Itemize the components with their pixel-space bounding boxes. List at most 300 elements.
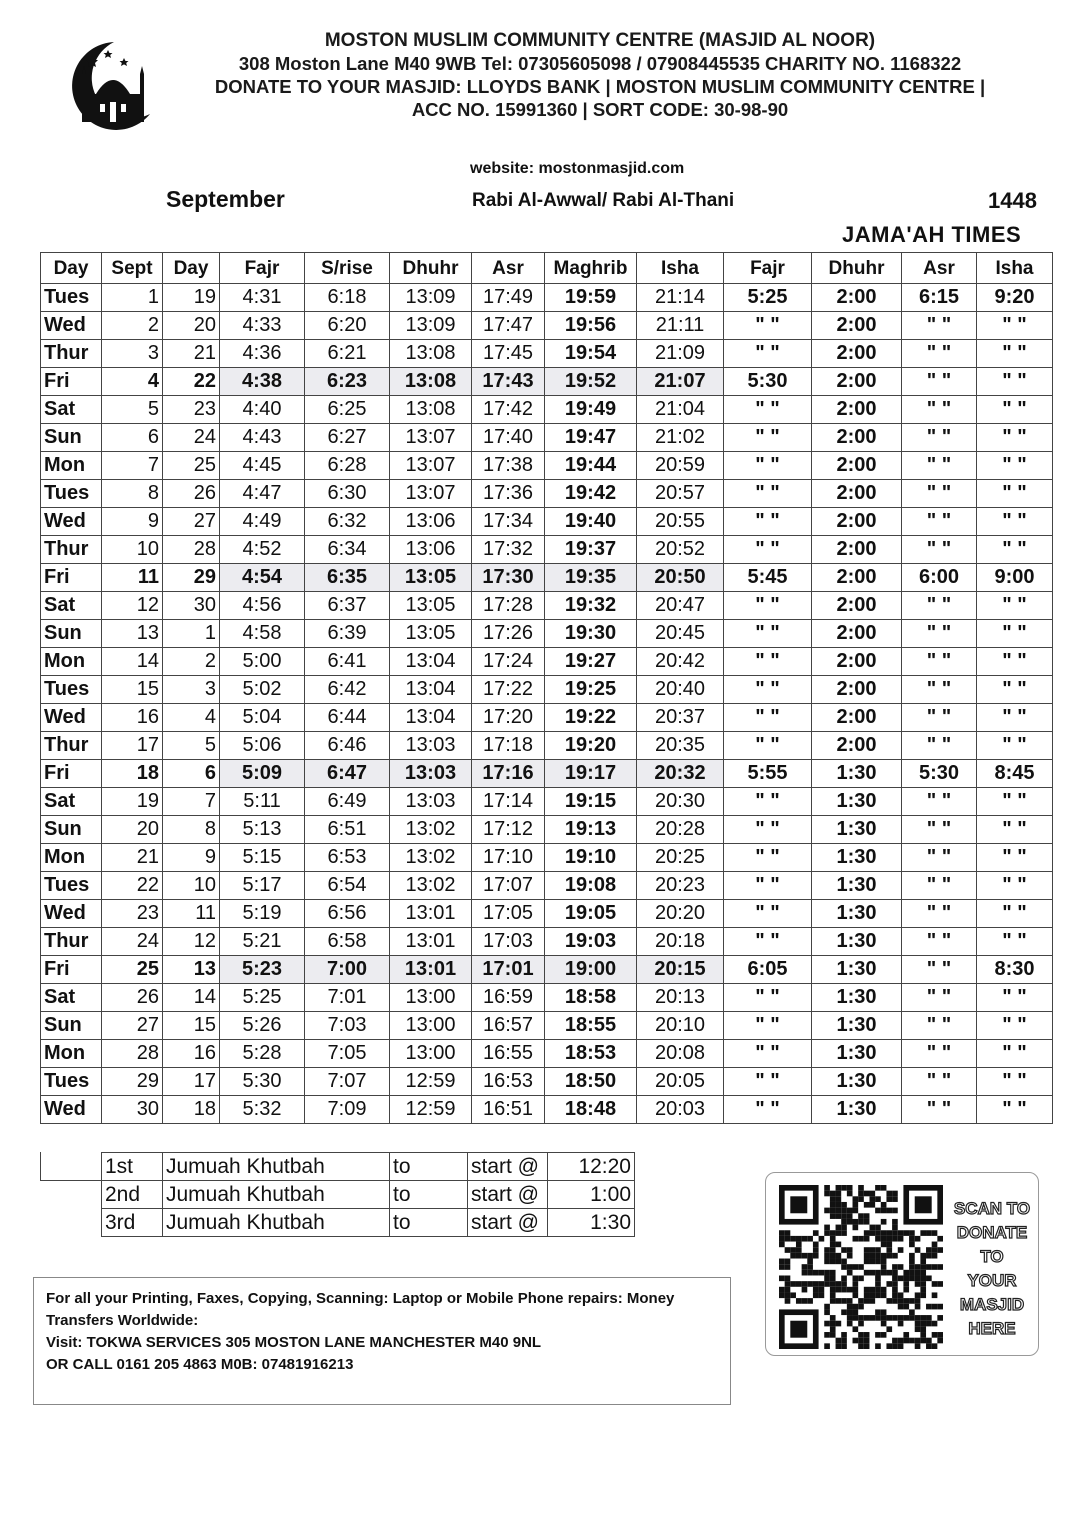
table-cell: 5:06 xyxy=(220,732,305,760)
table-cell: 13:00 xyxy=(390,1040,472,1068)
table-row xyxy=(41,900,1053,928)
table-cell: 7:05 xyxy=(305,1040,390,1068)
table-cell: Sat xyxy=(41,984,102,1012)
table-cell: " " xyxy=(724,620,812,648)
table-row xyxy=(41,452,1053,480)
table-row xyxy=(41,1096,1053,1124)
table-cell: 3 xyxy=(102,340,163,368)
table-cell: 5:25 xyxy=(724,284,812,312)
table-cell: 19:22 xyxy=(545,704,637,732)
table-cell: " " xyxy=(902,984,977,1012)
table-cell: " " xyxy=(902,872,977,900)
table-cell: 4:33 xyxy=(220,312,305,340)
khutbah-ord: 1st xyxy=(102,1153,163,1181)
table-cell: 13:00 xyxy=(390,984,472,1012)
table-cell: " " xyxy=(724,312,812,340)
table-cell: 5:25 xyxy=(220,984,305,1012)
table-cell: 7:00 xyxy=(305,956,390,984)
table-cell: 21:11 xyxy=(637,312,724,340)
table-cell: 20:55 xyxy=(637,508,724,536)
table-cell: 13:04 xyxy=(390,648,472,676)
table-row xyxy=(41,956,1053,984)
table-cell: 20:25 xyxy=(637,844,724,872)
table-row xyxy=(41,592,1053,620)
table-cell: 6:35 xyxy=(305,564,390,592)
table-cell: 4:31 xyxy=(220,284,305,312)
khutbah-table xyxy=(101,1152,635,1237)
table-cell: " " xyxy=(902,452,977,480)
table-cell: 13:02 xyxy=(390,816,472,844)
table-cell: 20:52 xyxy=(637,536,724,564)
table-cell: 7:03 xyxy=(305,1012,390,1040)
table-cell: 7 xyxy=(102,452,163,480)
donation-account: ACC NO. 15991360 | SORT CODE: 30-98-90 xyxy=(411,99,789,120)
table-cell: 6:39 xyxy=(305,620,390,648)
table-cell: 16:53 xyxy=(472,1068,545,1096)
advert-box xyxy=(33,1277,731,1405)
table-cell: 27 xyxy=(102,1012,163,1040)
table-cell: " " xyxy=(902,396,977,424)
table-cell: " " xyxy=(977,480,1053,508)
table-cell: 3 xyxy=(163,676,220,704)
table-cell: 18:58 xyxy=(545,984,637,1012)
table-cell: 16 xyxy=(163,1040,220,1068)
table-cell: 19:17 xyxy=(545,760,637,788)
table-cell: Fri xyxy=(41,956,102,984)
table-cell: 9 xyxy=(102,508,163,536)
table-cell: Sun xyxy=(41,816,102,844)
table-cell: 13:09 xyxy=(390,312,472,340)
table-cell: 4:45 xyxy=(220,452,305,480)
table-cell: 7:07 xyxy=(305,1068,390,1096)
table-cell: 22 xyxy=(102,872,163,900)
khutbah-start: start @ xyxy=(468,1209,548,1237)
table-cell: 21 xyxy=(163,340,220,368)
table-cell: 1:30 xyxy=(812,984,902,1012)
donation-bank: DONATE TO YOUR MASJID: LLOYDS BANK | MOSTON MUSLIM COMMUNITY CENTRE | xyxy=(214,76,986,97)
table-cell: 15 xyxy=(163,1012,220,1040)
table-row xyxy=(41,368,1053,396)
table-cell: 13:02 xyxy=(390,872,472,900)
table-cell: 19:49 xyxy=(545,396,637,424)
table-cell: 6:27 xyxy=(305,424,390,452)
table-cell: 1:30 xyxy=(812,956,902,984)
table-cell: 17:42 xyxy=(472,396,545,424)
table-cell: 19:10 xyxy=(545,844,637,872)
table-cell: 17:20 xyxy=(472,704,545,732)
table-cell: 1:30 xyxy=(812,760,902,788)
column-header: Isha xyxy=(637,253,724,284)
table-cell: 21:02 xyxy=(637,424,724,452)
table-cell: 5:23 xyxy=(220,956,305,984)
table-cell: 19:56 xyxy=(545,312,637,340)
table-cell: 13:07 xyxy=(390,424,472,452)
table-cell: 18:50 xyxy=(545,1068,637,1096)
month-title: September xyxy=(166,186,285,212)
table-cell: 4 xyxy=(163,704,220,732)
table-cell: " " xyxy=(902,592,977,620)
table-cell: 19 xyxy=(163,284,220,312)
table-cell: 25 xyxy=(163,452,220,480)
table-cell: 4:54 xyxy=(220,564,305,592)
table-cell: 17:28 xyxy=(472,592,545,620)
table-cell: " " xyxy=(724,1012,812,1040)
table-cell: 8 xyxy=(102,480,163,508)
table-row xyxy=(41,424,1053,452)
table-cell: 16:57 xyxy=(472,1012,545,1040)
table-cell: 20:05 xyxy=(637,1068,724,1096)
table-cell: " " xyxy=(724,480,812,508)
table-cell: 13:07 xyxy=(390,452,472,480)
table-cell: " " xyxy=(902,1040,977,1068)
table-cell: 18 xyxy=(163,1096,220,1124)
advert-line: OR CALL 0161 205 4863 M0B: 07481916213 xyxy=(46,1356,354,1373)
table-cell: " " xyxy=(724,340,812,368)
khutbah-ord: 2nd xyxy=(102,1181,163,1209)
table-cell: 2:00 xyxy=(812,564,902,592)
table-cell: 8:45 xyxy=(977,760,1053,788)
table-cell: 12:59 xyxy=(390,1096,472,1124)
table-cell: " " xyxy=(977,872,1053,900)
table-cell: 28 xyxy=(163,536,220,564)
crescent-mosque-icon xyxy=(52,36,152,132)
table-cell: 15 xyxy=(102,676,163,704)
table-cell: 20:47 xyxy=(637,592,724,620)
table-row xyxy=(41,536,1053,564)
table-cell: 17:34 xyxy=(472,508,545,536)
table-cell: 6:15 xyxy=(902,284,977,312)
table-cell: 20:30 xyxy=(637,788,724,816)
table-row xyxy=(41,564,1053,592)
table-cell: 6:28 xyxy=(305,452,390,480)
table-cell: 20:13 xyxy=(637,984,724,1012)
table-row xyxy=(41,648,1053,676)
table-cell: 20:03 xyxy=(637,1096,724,1124)
table-cell: 17 xyxy=(102,732,163,760)
table-cell: " " xyxy=(724,844,812,872)
khutbah-row xyxy=(102,1153,635,1181)
table-cell: 20:15 xyxy=(637,956,724,984)
table-cell: 17:14 xyxy=(472,788,545,816)
table-cell: 6:00 xyxy=(902,564,977,592)
table-cell: 5:15 xyxy=(220,844,305,872)
table-cell: 1:30 xyxy=(812,788,902,816)
table-cell: 13:08 xyxy=(390,368,472,396)
table-cell: 19:59 xyxy=(545,284,637,312)
table-cell: 5:04 xyxy=(220,704,305,732)
table-cell: Tues xyxy=(41,1068,102,1096)
table-cell: 17:47 xyxy=(472,312,545,340)
khutbah-to: to xyxy=(390,1209,468,1237)
table-cell: 5:02 xyxy=(220,676,305,704)
table-cell: 2:00 xyxy=(812,676,902,704)
khutbah-label: Jumuah Khutbah xyxy=(163,1153,390,1181)
table-cell: 17:49 xyxy=(472,284,545,312)
table-cell: Wed xyxy=(41,312,102,340)
table-cell: " " xyxy=(724,788,812,816)
table-cell: Sat xyxy=(41,592,102,620)
table-cell: 6:44 xyxy=(305,704,390,732)
table-cell: 19:47 xyxy=(545,424,637,452)
table-cell: " " xyxy=(902,368,977,396)
table-cell: 13:03 xyxy=(390,732,472,760)
table-cell: 17:03 xyxy=(472,928,545,956)
table-cell: Tues xyxy=(41,480,102,508)
table-cell: " " xyxy=(902,1012,977,1040)
table-cell: 17:40 xyxy=(472,424,545,452)
table-cell: 20:37 xyxy=(637,704,724,732)
table-cell: 19:15 xyxy=(545,788,637,816)
table-cell: " " xyxy=(724,816,812,844)
table-cell: 20:20 xyxy=(637,900,724,928)
column-header: Day xyxy=(41,253,102,284)
table-cell: " " xyxy=(977,1012,1053,1040)
table-cell: " " xyxy=(977,592,1053,620)
table-cell: 13:01 xyxy=(390,956,472,984)
table-cell: 17:43 xyxy=(472,368,545,396)
table-row xyxy=(41,284,1053,312)
table-cell: 6:56 xyxy=(305,900,390,928)
column-header: Dhuhr xyxy=(390,253,472,284)
table-cell: 6:30 xyxy=(305,480,390,508)
table-cell: 1:30 xyxy=(812,1040,902,1068)
table-cell: 29 xyxy=(163,564,220,592)
table-cell: 5:28 xyxy=(220,1040,305,1068)
table-cell: 20:35 xyxy=(637,732,724,760)
table-cell: 2:00 xyxy=(812,396,902,424)
table-cell: 17:01 xyxy=(472,956,545,984)
table-cell: 10 xyxy=(163,872,220,900)
table-cell: 4:56 xyxy=(220,592,305,620)
table-cell: 4:43 xyxy=(220,424,305,452)
table-cell: " " xyxy=(977,452,1053,480)
table-cell: 4 xyxy=(102,368,163,396)
table-cell: Thur xyxy=(41,732,102,760)
table-cell: " " xyxy=(902,788,977,816)
table-cell: " " xyxy=(724,424,812,452)
qr-caption-line: HERE xyxy=(968,1319,1016,1338)
table-cell: 2:00 xyxy=(812,424,902,452)
table-cell: 20:45 xyxy=(637,620,724,648)
table-cell: Fri xyxy=(41,760,102,788)
table-cell: 13:08 xyxy=(390,340,472,368)
table-cell: " " xyxy=(902,816,977,844)
column-header: Dhuhr xyxy=(812,253,902,284)
table-cell: " " xyxy=(977,1068,1053,1096)
table-cell: 13:06 xyxy=(390,536,472,564)
table-cell: 2:00 xyxy=(812,312,902,340)
table-cell: Wed xyxy=(41,704,102,732)
khutbah-to: to xyxy=(390,1153,468,1181)
table-cell: " " xyxy=(724,592,812,620)
table-cell: 19:08 xyxy=(545,872,637,900)
table-row xyxy=(41,1040,1053,1068)
table-cell: " " xyxy=(977,312,1053,340)
table-cell: 19:27 xyxy=(545,648,637,676)
khutbah-start: start @ xyxy=(468,1181,548,1209)
column-header: Day xyxy=(163,253,220,284)
table-cell: 12 xyxy=(163,928,220,956)
table-cell: 9:00 xyxy=(977,564,1053,592)
table-cell: 2 xyxy=(163,648,220,676)
table-cell: " " xyxy=(977,676,1053,704)
table-cell: " " xyxy=(724,1040,812,1068)
table-row xyxy=(41,872,1053,900)
table-cell: 2:00 xyxy=(812,480,902,508)
centre-name: MOSTON MUSLIM COMMUNITY CENTRE (MASJID AL NOOR) xyxy=(324,30,876,51)
hijri-months: Rabi Al-Awwal/ Rabi Al-Thani xyxy=(472,190,735,211)
table-cell: 13:08 xyxy=(390,396,472,424)
table-cell: 5:55 xyxy=(724,760,812,788)
table-cell: Wed xyxy=(41,1096,102,1124)
table-cell: 17:16 xyxy=(472,760,545,788)
table-cell: " " xyxy=(724,648,812,676)
table-cell: " " xyxy=(902,704,977,732)
table-cell: 5:21 xyxy=(220,928,305,956)
table-cell: 1:30 xyxy=(812,1012,902,1040)
table-cell: " " xyxy=(977,648,1053,676)
table-cell: " " xyxy=(902,900,977,928)
table-cell: 2:00 xyxy=(812,340,902,368)
table-cell: 13:03 xyxy=(390,788,472,816)
qr-caption-line: TO xyxy=(980,1247,1004,1266)
table-cell: " " xyxy=(724,676,812,704)
table-cell: " " xyxy=(977,396,1053,424)
table-cell: 6:23 xyxy=(305,368,390,396)
table-row xyxy=(41,312,1053,340)
table-cell: 19 xyxy=(102,788,163,816)
table-cell: 27 xyxy=(163,508,220,536)
table-cell: 19:35 xyxy=(545,564,637,592)
table-cell: 19:32 xyxy=(545,592,637,620)
table-row xyxy=(41,396,1053,424)
table-cell: " " xyxy=(724,900,812,928)
table-cell: 6:54 xyxy=(305,872,390,900)
advert-line: Transfers Worldwide: xyxy=(46,1312,199,1329)
table-cell: " " xyxy=(902,340,977,368)
table-cell: 14 xyxy=(102,648,163,676)
table-cell: Mon xyxy=(41,1040,102,1068)
table-cell: " " xyxy=(724,704,812,732)
table-cell: " " xyxy=(977,620,1053,648)
table-cell: 6:42 xyxy=(305,676,390,704)
table-cell: 30 xyxy=(163,592,220,620)
table-cell: 20:57 xyxy=(637,480,724,508)
table-cell: 5:32 xyxy=(220,1096,305,1124)
table-cell: 29 xyxy=(102,1068,163,1096)
table-cell: 5:30 xyxy=(220,1068,305,1096)
qr-donate-box[interactable] xyxy=(765,1172,1039,1356)
table-cell: 1:30 xyxy=(812,1068,902,1096)
table-cell: 6:25 xyxy=(305,396,390,424)
table-cell: " " xyxy=(724,1096,812,1124)
table-cell: 12:59 xyxy=(390,1068,472,1096)
table-cell: 20:50 xyxy=(637,564,724,592)
table-cell: 17:32 xyxy=(472,536,545,564)
table-cell: " " xyxy=(902,844,977,872)
table-cell: 1 xyxy=(102,284,163,312)
table-cell: 22 xyxy=(163,368,220,396)
table-cell: 4:52 xyxy=(220,536,305,564)
table-cell: 18 xyxy=(102,760,163,788)
table-cell: 17:07 xyxy=(472,872,545,900)
table-cell: 19:20 xyxy=(545,732,637,760)
table-cell: " " xyxy=(902,676,977,704)
table-cell: 13:03 xyxy=(390,760,472,788)
table-cell: 2:00 xyxy=(812,648,902,676)
table-cell: Tues xyxy=(41,676,102,704)
table-cell: 5:17 xyxy=(220,872,305,900)
table-cell: 1:30 xyxy=(812,900,902,928)
table-cell: 1:30 xyxy=(812,844,902,872)
qr-code-icon[interactable] xyxy=(776,1185,946,1349)
advert-line: Visit: TOKWA SERVICES 305 MOSTON LANE MANCHESTER M40 9NL xyxy=(46,1334,542,1351)
table-cell: 5:26 xyxy=(220,1012,305,1040)
table-cell: 17:26 xyxy=(472,620,545,648)
table-cell: 17:36 xyxy=(472,480,545,508)
table-cell: Thur xyxy=(41,340,102,368)
table-cell: " " xyxy=(977,984,1053,1012)
table-cell: 21 xyxy=(102,844,163,872)
table-cell: 14 xyxy=(163,984,220,1012)
table-cell: " " xyxy=(724,872,812,900)
table-cell: 6:18 xyxy=(305,284,390,312)
table-cell: 24 xyxy=(163,424,220,452)
table-cell: 17:05 xyxy=(472,900,545,928)
table-cell: " " xyxy=(724,396,812,424)
table-cell: 13:07 xyxy=(390,480,472,508)
table-cell: 19:40 xyxy=(545,508,637,536)
table-cell: 23 xyxy=(102,900,163,928)
table-cell: 16:51 xyxy=(472,1096,545,1124)
table-cell: 2:00 xyxy=(812,452,902,480)
table-cell: " " xyxy=(902,648,977,676)
table-row xyxy=(41,844,1053,872)
table-cell: " " xyxy=(902,620,977,648)
table-row xyxy=(41,928,1053,956)
table-cell: 16:55 xyxy=(472,1040,545,1068)
qr-caption xyxy=(950,1197,1034,1341)
table-cell: Sun xyxy=(41,424,102,452)
table-cell: 16 xyxy=(102,704,163,732)
table-cell: 5:11 xyxy=(220,788,305,816)
table-cell: 6:47 xyxy=(305,760,390,788)
table-cell: " " xyxy=(977,816,1053,844)
table-cell: Fri xyxy=(41,368,102,396)
table-cell: 4:47 xyxy=(220,480,305,508)
table-cell: 20:08 xyxy=(637,1040,724,1068)
table-cell: " " xyxy=(724,452,812,480)
table-cell: " " xyxy=(977,900,1053,928)
table-cell: 5:19 xyxy=(220,900,305,928)
table-cell: 4:49 xyxy=(220,508,305,536)
table-cell: 17:30 xyxy=(472,564,545,592)
table-cell: Sun xyxy=(41,1012,102,1040)
table-cell: 21:07 xyxy=(637,368,724,396)
column-header: Fajr xyxy=(220,253,305,284)
table-cell: 6:05 xyxy=(724,956,812,984)
table-cell: 1:30 xyxy=(812,1096,902,1124)
qr-caption-line: SCAN TO xyxy=(953,1199,1031,1218)
table-cell: 26 xyxy=(102,984,163,1012)
khutbah-time: 12:20 xyxy=(548,1153,635,1181)
table-cell: 17:38 xyxy=(472,452,545,480)
table-cell: 20 xyxy=(163,312,220,340)
table-cell: 6:58 xyxy=(305,928,390,956)
timetable xyxy=(40,252,1053,1124)
table-cell: 13:05 xyxy=(390,620,472,648)
table-cell: 19:05 xyxy=(545,900,637,928)
